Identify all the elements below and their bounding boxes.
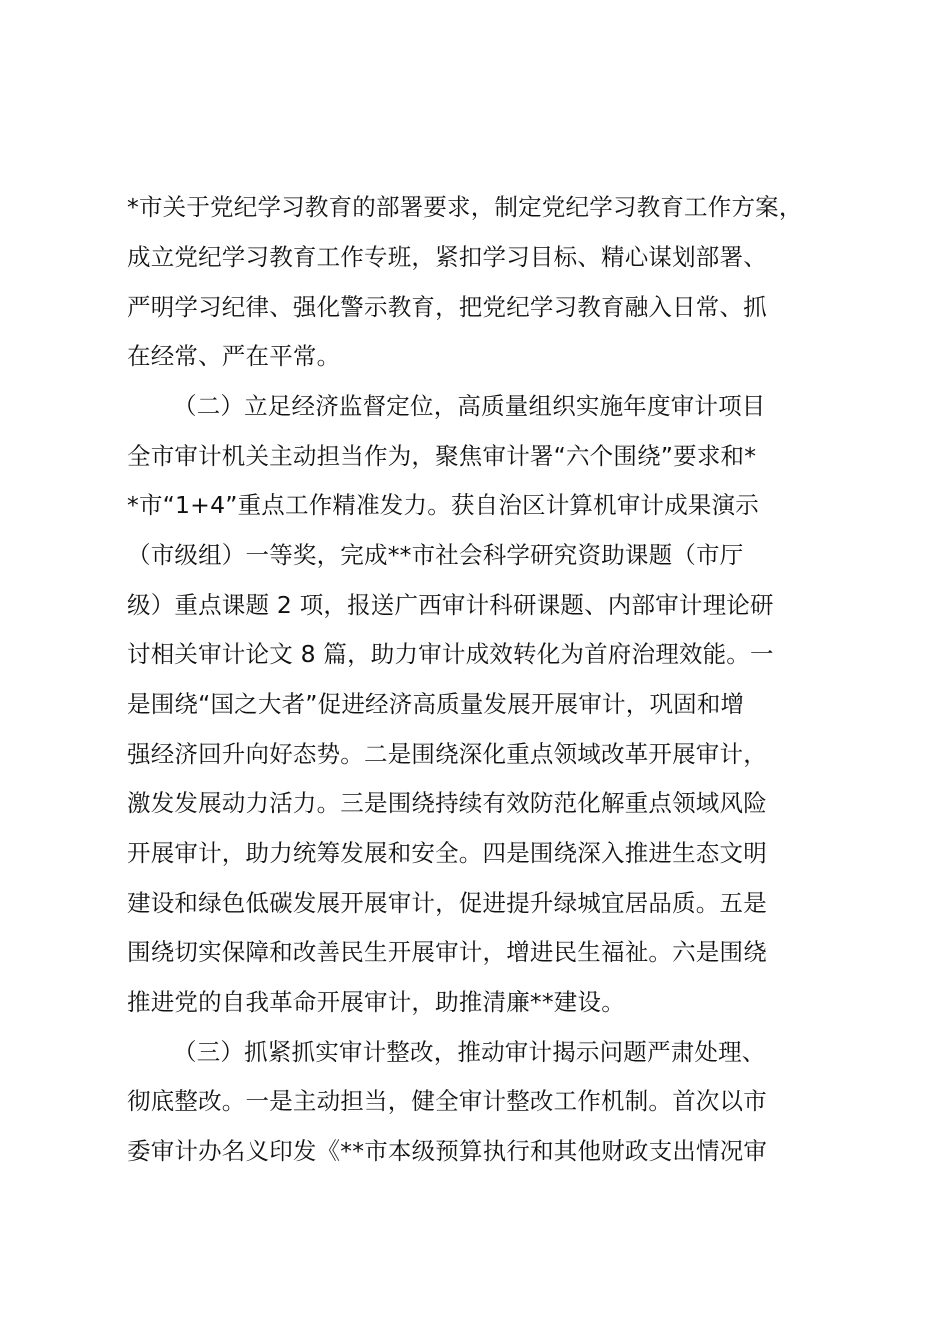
text-line: 全市审计机关主动担当作为，聚焦审计署“六个围绕”要求和* bbox=[127, 442, 757, 470]
text-line: 推进党的自我革命开展审计，助推清廉**建设。 bbox=[127, 988, 625, 1016]
text-line: *市关于党纪学习教育的部署要求，制定党纪学习教育工作方案， bbox=[127, 193, 803, 221]
text-line: 是围绕“国之大者”促进经济高质量发展开展审计，巩固和增 bbox=[127, 690, 745, 718]
text-line: 激发发展动力活力。三是围绕持续有效防范化解重点领域风险 bbox=[127, 789, 767, 817]
text-line: *市“1+4”重点工作精准发力。获自治区计算机审计成果演示 bbox=[127, 491, 759, 519]
text-line: 级）重点课题 2 项，报送广西审计科研课题、内部审计理论研 bbox=[127, 591, 774, 619]
text-line: 围绕切实保障和改善民生开展审计，增进民生福祉。六是围绕 bbox=[127, 938, 767, 966]
text-line: 建设和绿色低碳发展开展审计，促进提升绿城宜居品质。五是 bbox=[127, 889, 767, 917]
section-heading: （二）立足经济监督定位，高质量组织实施年度审计项目 bbox=[173, 392, 766, 420]
text-line: 开展审计，助力统筹发展和安全。四是围绕深入推进生态文明 bbox=[127, 839, 767, 867]
text-line: 在经常、严在平常。 bbox=[127, 342, 341, 370]
text-line: 成立党纪学习教育工作专班，紧扣学习目标、精心谋划部署、 bbox=[127, 243, 767, 271]
text-line: 彻底整改。一是主动担当，健全审计整改工作机制。首次以市 bbox=[127, 1087, 767, 1115]
text-line: 严明学习纪律、强化警示教育，把党纪学习教育融入日常、抓 bbox=[127, 293, 767, 321]
text-line: 讨相关审计论文 8 篇，助力审计成效转化为首府治理效能。一 bbox=[127, 640, 774, 668]
text-line: （市级组）一等奖，完成**市社会科学研究资助课题（市厅 bbox=[127, 541, 744, 569]
text-line: 委审计办名义印发《**市本级预算执行和其他财政支出情况审 bbox=[127, 1137, 768, 1165]
section-heading: （三）抓紧抓实审计整改，推动审计揭示问题严肃处理、 bbox=[173, 1038, 766, 1066]
text-line: 强经济回升向好态势。二是围绕深化重点领域改革开展审计， bbox=[127, 740, 767, 768]
